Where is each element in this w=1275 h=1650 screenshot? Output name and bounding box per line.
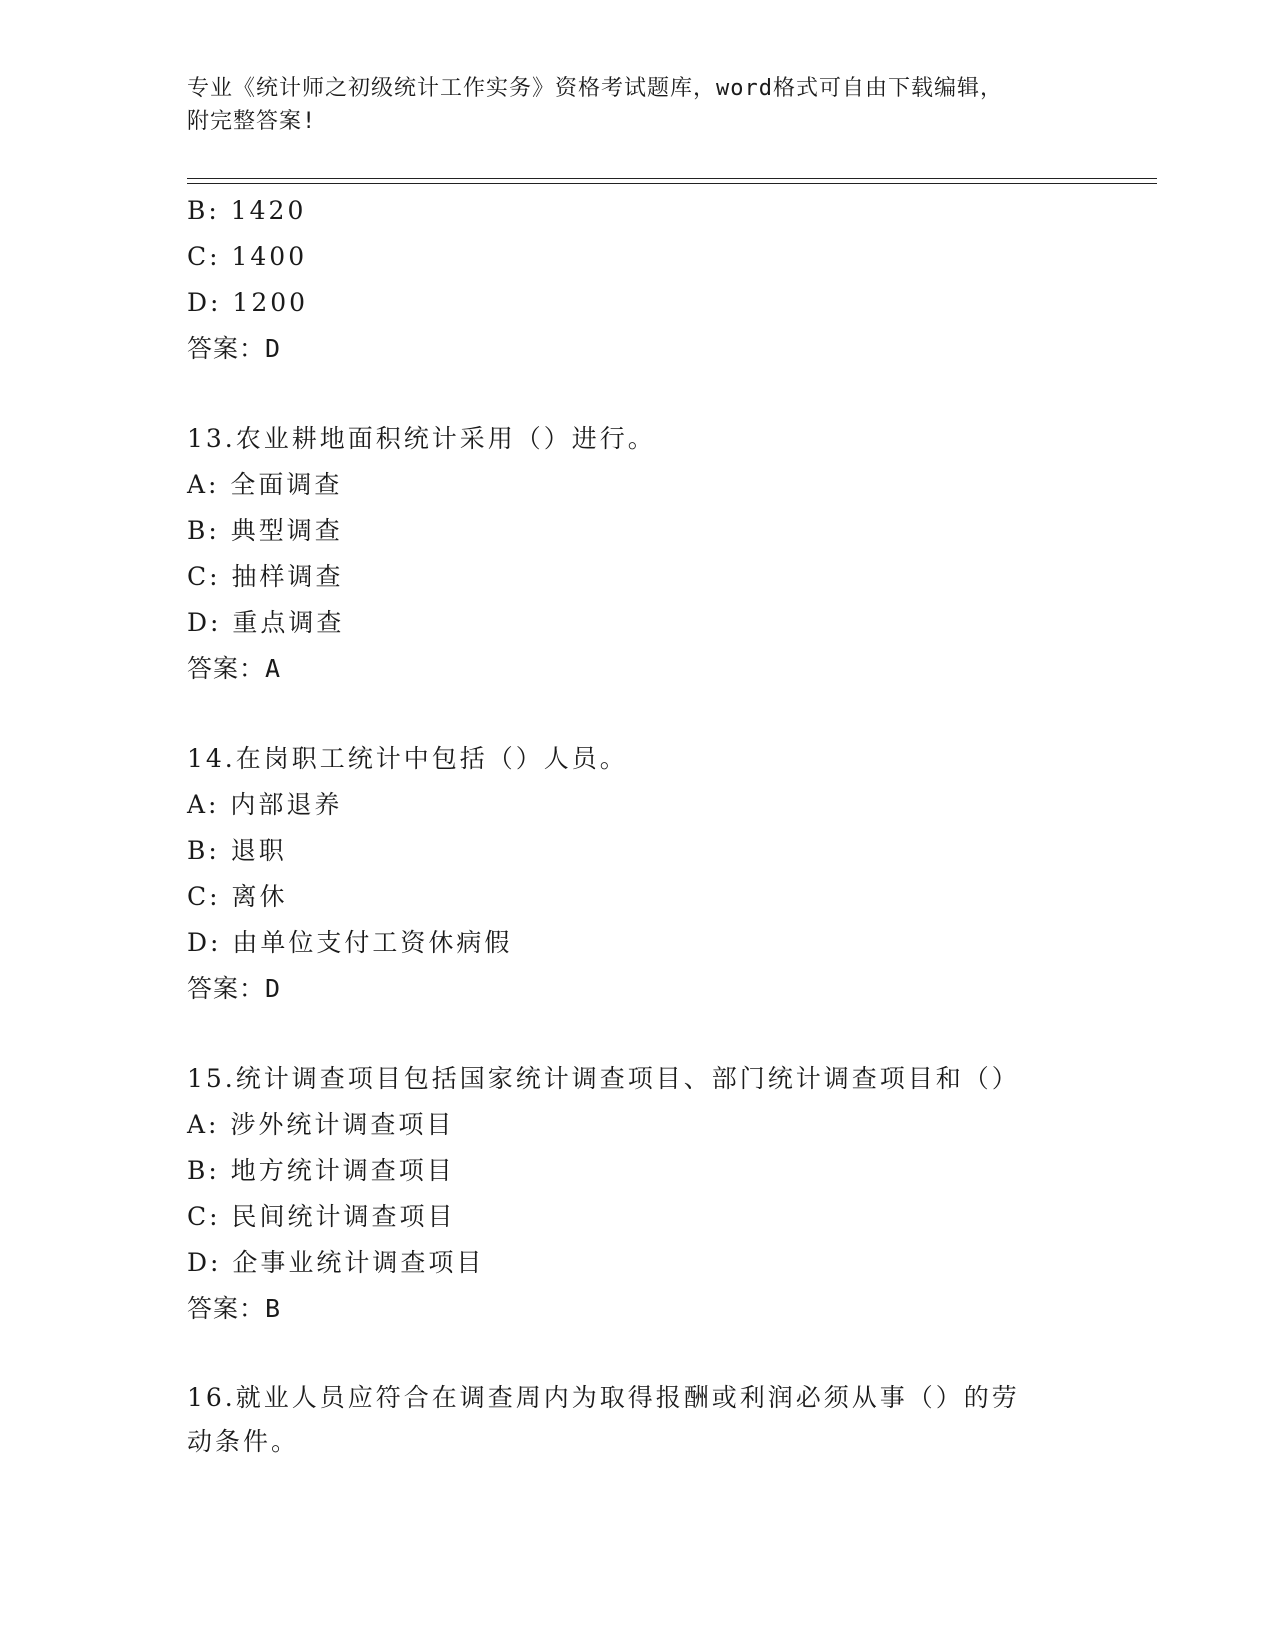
question-14 bbox=[187, 736, 1157, 1012]
header-line-1: 专业《统计师之初级统计工作实务》资格考试题库，word格式可自由下载编辑， bbox=[187, 76, 1003, 101]
question-text: 13.农业耕地面积统计采用（）进行。 bbox=[187, 424, 656, 453]
question-list bbox=[187, 188, 1157, 1464]
question-12-tail bbox=[187, 188, 1157, 372]
option-c: C: 民间统计调查项目 bbox=[187, 1202, 456, 1231]
option-d: D: 1200 bbox=[187, 288, 309, 317]
question-text: 14.在岗职工统计中包括（）人员。 bbox=[187, 744, 628, 773]
option-d: D: 由单位支付工资休病假 bbox=[187, 928, 513, 957]
question-text: 15.统计调查项目包括国家统计调查项目、部门统计调查项目和（） bbox=[187, 1064, 1020, 1093]
option-d: D: 重点调查 bbox=[187, 608, 345, 637]
option-c: C: 1400 bbox=[187, 242, 308, 271]
answer-text: 答案：D bbox=[187, 334, 282, 363]
answer-text: 答案：B bbox=[187, 1294, 282, 1323]
document-header bbox=[187, 72, 1067, 138]
option-a: A: 内部退养 bbox=[187, 790, 343, 819]
header-divider bbox=[187, 178, 1157, 184]
option-c: C: 抽样调查 bbox=[187, 562, 344, 591]
option-a: A: 涉外统计调查项目 bbox=[187, 1110, 455, 1139]
question-13 bbox=[187, 416, 1157, 692]
question-text: 16.就业人员应符合在调查周内为取得报酬或利润必须从事（）的劳动条件。 bbox=[187, 1383, 1020, 1456]
option-b: B: 退职 bbox=[187, 836, 287, 865]
question-16 bbox=[187, 1376, 1157, 1464]
option-d: D: 企事业统计调查项目 bbox=[187, 1248, 485, 1277]
question-15 bbox=[187, 1056, 1157, 1332]
option-b: B: 地方统计调查项目 bbox=[187, 1156, 455, 1185]
option-b: B: 典型调查 bbox=[187, 516, 343, 545]
option-c: C: 离休 bbox=[187, 882, 288, 911]
option-a: A: 全面调查 bbox=[187, 470, 343, 499]
option-b: B: 1420 bbox=[187, 196, 307, 225]
header-line-2: 附完整答案! bbox=[187, 109, 317, 134]
answer-text: 答案：D bbox=[187, 974, 282, 1003]
answer-text: 答案：A bbox=[187, 654, 282, 683]
